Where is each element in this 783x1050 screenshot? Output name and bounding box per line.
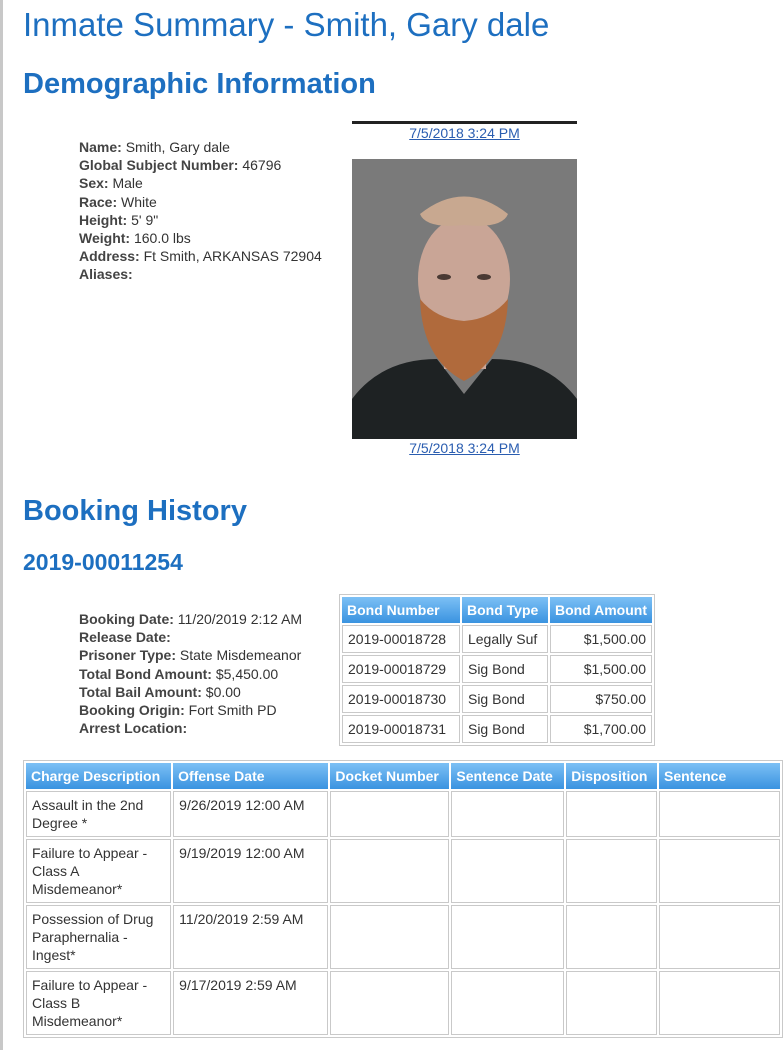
sentence-date-header: Sentence Date (451, 763, 564, 789)
table-row (342, 685, 652, 713)
sentence-cell (659, 905, 780, 969)
bond-amount-header: Bond Amount (550, 597, 652, 623)
booking-origin-value: Fort Smith PD (188, 702, 277, 719)
race-value: White (121, 193, 157, 210)
photo-left-eye (437, 274, 451, 280)
table-row (26, 971, 780, 1035)
mugshot-illustration (352, 159, 577, 439)
bond-table-header (342, 597, 652, 623)
total-bail-value: $0.00 (205, 683, 241, 700)
bond-number-cell: 2019-00018730 (342, 685, 460, 713)
sex-row (79, 174, 322, 192)
docket-number-cell (330, 905, 449, 969)
disposition-cell (566, 839, 657, 903)
booking-date-row (79, 610, 302, 628)
sentence-date-cell (451, 791, 564, 837)
prisoner-type-value: State Misdemeanor (179, 647, 302, 664)
arrest-location-label: Arrest Location: (79, 720, 188, 737)
disposition-cell (566, 971, 657, 1035)
table-row (342, 715, 652, 743)
table-row (342, 655, 652, 683)
disposition-header: Disposition (566, 763, 657, 789)
arrest-location-row (79, 719, 302, 737)
disposition-cell (566, 791, 657, 837)
bond-number-header: Bond Number (342, 597, 460, 623)
weight-label: Weight: (79, 230, 131, 247)
subject-number-row (79, 156, 322, 174)
disposition-cell (566, 905, 657, 969)
bond-amount-cell: $1,500.00 (550, 625, 652, 653)
booking-origin-label: Booking Origin: (79, 702, 185, 719)
offense-date-cell: 9/26/2019 12:00 AM (173, 791, 328, 837)
bond-type-cell: Legally Suf (462, 625, 548, 653)
race-row (79, 193, 322, 211)
page-left-border (0, 0, 3, 1050)
offense-date-cell: 9/19/2019 12:00 AM (173, 839, 328, 903)
docket-number-header: Docket Number (330, 763, 449, 789)
aliases-label: Aliases: (79, 266, 133, 283)
bond-table (339, 594, 655, 746)
photo-top-divider (352, 121, 577, 124)
offense-date-header: Offense Date (173, 763, 328, 789)
charge-description-cell: Failure to Appear - Class A Misdemeanor* (26, 839, 171, 903)
prisoner-type-row (79, 646, 302, 664)
aliases-row (79, 265, 322, 283)
sentence-date-cell (451, 905, 564, 969)
bond-type-cell: Sig Bond (462, 685, 548, 713)
total-bond-row (79, 665, 302, 683)
mugshot-photo (352, 159, 577, 439)
height-label: Height: (79, 211, 128, 228)
sentence-date-cell (451, 839, 564, 903)
offense-date-cell: 9/17/2019 2:59 AM (173, 971, 328, 1035)
demographic-heading: Demographic Information (23, 68, 376, 100)
weight-value: 160.0 lbs (133, 230, 191, 247)
booking-origin-row (79, 701, 302, 719)
address-label: Address: (79, 248, 140, 265)
page-title: Inmate Summary - Smith, Gary dale (23, 6, 550, 43)
booking-date-label: Booking Date: (79, 611, 174, 627)
sex-label: Sex: (79, 175, 109, 192)
table-row (26, 791, 780, 837)
release-date-row (79, 628, 302, 646)
total-bail-row (79, 683, 302, 701)
total-bail-label: Total Bail Amount: (79, 683, 202, 700)
docket-number-cell (330, 839, 449, 903)
docket-number-cell (330, 791, 449, 837)
bond-type-cell: Sig Bond (462, 655, 548, 683)
subject-number-value: 46796 (242, 157, 282, 174)
offense-date-cell: 11/20/2019 2:59 AM (173, 905, 328, 969)
sentence-cell (659, 839, 780, 903)
docket-number-cell (330, 971, 449, 1035)
charge-description-cell: Possession of Drug Paraphernalia - Ingest* (26, 905, 171, 969)
booking-info (79, 610, 302, 737)
booking-date-value: 11/20/2019 2:12 AM (177, 611, 303, 627)
demographic-info (79, 138, 322, 284)
weight-row (79, 229, 322, 247)
bond-amount-cell: $750.00 (550, 685, 652, 713)
charge-description-cell: Failure to Appear - Class B Misdemeanor* (26, 971, 171, 1035)
address-value: Ft Smith, ARKANSAS 72904 (143, 248, 322, 265)
name-row (79, 138, 322, 156)
bond-amount-cell: $1,700.00 (550, 715, 652, 743)
total-bond-label: Total Bond Amount: (79, 665, 212, 682)
bond-number-cell: 2019-00018731 (342, 715, 460, 743)
charge-table (23, 760, 783, 1038)
sex-value: Male (112, 175, 143, 192)
table-row (342, 625, 652, 653)
prisoner-type-label: Prisoner Type: (79, 647, 176, 664)
photo-date-link-top[interactable]: 7/5/2018 3:24 PM (409, 125, 520, 141)
bond-amount-cell: $1,500.00 (550, 655, 652, 683)
name-value: Smith, Gary dale (125, 139, 230, 155)
sentence-header: Sentence (659, 763, 780, 789)
sentence-date-cell (451, 971, 564, 1035)
charge-description-cell: Assault in the 2nd Degree * (26, 791, 171, 837)
photo-date-link-bottom[interactable]: 7/5/2018 3:24 PM (409, 440, 520, 456)
charge-table-header (26, 763, 780, 789)
photo-right-eye (477, 274, 491, 280)
release-date-label: Release Date: (79, 629, 171, 646)
height-value: 5' 9" (131, 211, 159, 228)
sentence-cell (659, 791, 780, 837)
bond-number-cell: 2019-00018728 (342, 625, 460, 653)
booking-history-heading: Booking History (23, 495, 247, 527)
height-row (79, 211, 322, 229)
total-bond-value: $5,450.00 (215, 665, 279, 682)
table-row (26, 839, 780, 903)
table-row (26, 905, 780, 969)
bond-type-header: Bond Type (462, 597, 548, 623)
subject-number-label: Global Subject Number: (79, 157, 239, 174)
charge-description-header: Charge Description (26, 763, 171, 789)
sentence-cell (659, 971, 780, 1035)
address-row (79, 247, 322, 265)
bond-type-cell: Sig Bond (462, 715, 548, 743)
race-label: Race: (79, 193, 118, 210)
bond-number-cell: 2019-00018729 (342, 655, 460, 683)
name-label: Name: (79, 139, 122, 155)
booking-number-heading: 2019-00011254 (23, 549, 183, 575)
